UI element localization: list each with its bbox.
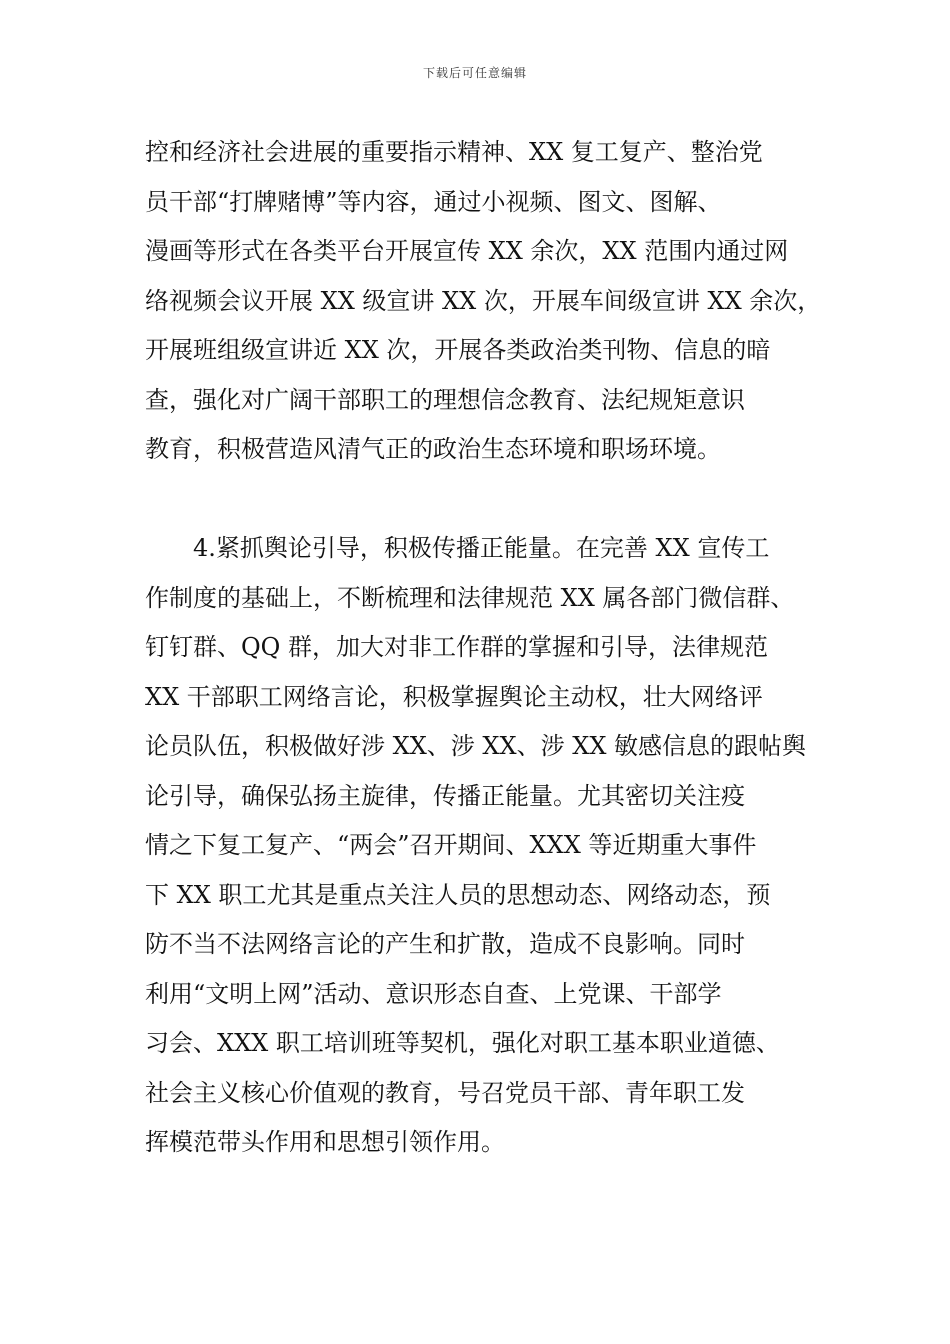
text-line: 查，强化对广阔干部职工的理想信念教育、法纪规矩意识 xyxy=(145,385,745,414)
text-line: 利用“文明上网”活动、意识形态自查、上党课、干部学 xyxy=(145,979,722,1008)
text-line: 员干部“打牌赌博”等内容，通过小视频、图文、图解、 xyxy=(145,187,722,216)
text-line: 钉钉群、QQ 群，加大对非工作群的掌握和引导，法律规范 xyxy=(145,633,768,661)
text-line: 习会、XXX 职工培训班等契机，强化对职工基本职业道德、 xyxy=(145,1029,780,1057)
paragraph-1 xyxy=(145,128,845,475)
text-line: XX 干部职工网络言论，积极掌握舆论主动权，壮大网络评 xyxy=(145,682,763,711)
text-line: 教育，积极营造风清气正的政治生态环境和职场环境。 xyxy=(145,435,721,463)
text-line: 论员队伍，积极做好涉 XX、涉 XX、涉 XX 敏感信息的跟帖舆 xyxy=(145,732,807,760)
text-line: 社会主义核心价值观的教育，号召党员干部、青年职工发 xyxy=(145,1078,745,1107)
text-line: 作制度的基础上，不断梳理和法律规范 XX 属各部门微信群、 xyxy=(145,583,795,612)
text-line: 4.紧抓舆论引导，积极传播正能量。在完善 XX 宣传工 xyxy=(145,534,770,562)
text-line: 漫画等形式在各类平台开展宣传 XX 余次，XX 范围内通过网 xyxy=(145,237,789,265)
text-line: 开展班组级宣讲近 XX 次，开展各类政治类刊物、信息的暗 xyxy=(145,336,771,364)
text-line: 挥模范带头作用和思想引领作用。 xyxy=(145,1128,505,1156)
text-line: 论引导，确保弘扬主旋律，传播正能量。尤其密切关注疫 xyxy=(145,781,745,810)
text-line: 络视频会议开展 XX 级宣讲 XX 次，开展车间级宣讲 XX 余次， xyxy=(145,286,822,315)
page-header: 下载后可任意编辑 xyxy=(422,66,527,80)
text-line: 下 XX 职工尤其是重点关注人员的思想动态、网络动态，预 xyxy=(145,880,771,909)
text-line: 情之下复工复产、“两会”召开期间、XXX 等近期重大事件 xyxy=(145,831,757,859)
paragraph-2 xyxy=(145,524,845,1168)
text-line: 防不当不法网络言论的产生和扩散，造成不良影响。同时 xyxy=(145,930,745,958)
text-line: 控和经济社会进展的重要指示精神、XX 复工复产、整治党 xyxy=(145,138,763,166)
